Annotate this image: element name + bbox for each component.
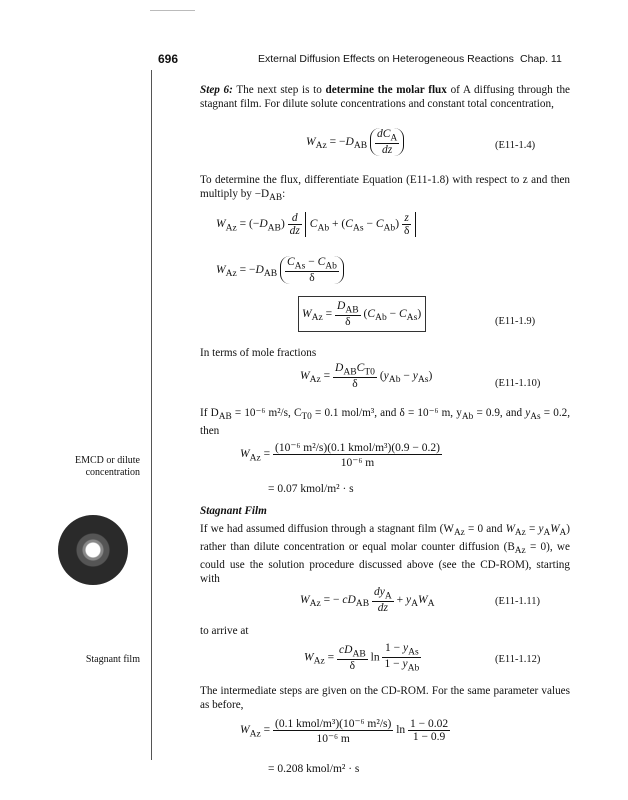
equation-calc-2: $W_{Az}$ = $\frac{\text{(0.1 kmol/m³)(10⁻⁶ m²/s)}}{\text{10⁻⁶ m}}$ ln $\frac{1 - 0.02}{1 - 0.9}$ <box>240 718 449 745</box>
step6-label: Step 6: <box>200 84 233 96</box>
step6-paragraph <box>200 83 570 111</box>
equation-calc-1: $W_{Az}$ = $\frac{\text{(10⁻⁶ m²/s)(0.1 kmol/m³)(0.9 − 0.2)}}{\text{10⁻⁶ m}}$ <box>240 442 440 469</box>
calc2-denominator: 10⁻⁶ m <box>316 733 350 745</box>
stagnant-text-1: If we had assumed diffusion through a stagnant film (W <box>200 523 454 535</box>
step6-rest: of A diffusing through the stagnant film. For dilute solute concentrations and constant total concentration, <box>200 84 571 110</box>
margin-note-emcd <box>40 455 140 479</box>
if-text-5: = 0.2, then <box>200 407 571 438</box>
equation-e11-1-12: $W_{Az}$ = $\frac{cD_{AB}}{\delta}$ ln $\frac{1 - y_{As}}{1 - y_{Ab}}$ <box>304 642 420 674</box>
para2-end: : <box>282 188 286 200</box>
ln-numerator: 1 − 0.02 <box>410 718 449 730</box>
stagnant-film-paragraph: If we had assumed diffusion through a stagnant film ($W_{Az} = 0$ and $W_{Az} = y_AW_A$) rather than dilute concentration or equal molar counter diffusion $(B_{Az} = 0)$, we could use the solution procedure discussed above (see the CD-ROM), starting with <box>200 523 571 586</box>
equation-e11-1-9: $W_{Az}$ = $\frac{D_{AB}}{\delta}$ $(C_{Ab} - C_{As})$ <box>302 300 422 329</box>
equation-number: (E11-1.12) <box>495 654 541 665</box>
equation-number: (E11-1.9) <box>495 316 536 327</box>
calc2-numerator: (0.1 kmol/m³)(10⁻⁶ m²/s) <box>275 718 392 730</box>
running-header: External Diffusion Effects on Heterogeneous Reactions <box>258 53 514 65</box>
equation-gradient: $W_{Az} = -D_{AB}$ $\frac{C_{As} - C_{Ab}}{\delta}$ <box>216 256 344 284</box>
given-values-paragraph: If $D_{AB} = 10^{-6}$ m²/s, $C_{T0} = 0.1$ mol/m³, and δ = 10⁻⁶ m, $y_{Ab} = 0.9$, and $y_{As} = 0.2$, then <box>200 407 571 438</box>
step6-intro: The next step is to <box>236 84 322 96</box>
para2-text: To determine the flux, differentiate Equation (E11-1.8) with respect to z and then multiply by −D <box>200 174 570 200</box>
equation-number: (E11-1.10) <box>495 378 541 389</box>
if-text-2: = 10⁻⁶ m²/s, C <box>231 407 302 419</box>
equation-e11-1-11: $W_{Az}$ = − $cD_{AB}$ $\frac{dy_A}{dz}$ + $y_AW_A$ <box>300 586 435 615</box>
stagnant-film-heading: Stagnant Film <box>200 505 267 517</box>
differentiate-paragraph <box>200 173 570 205</box>
intermediate-paragraph: The intermediate steps are given on the CD-ROM. For the same parameter values as before, <box>200 685 570 711</box>
para2-sub: AB <box>269 193 283 204</box>
if-text-3: = 0.1 mol/m³, and δ = 10⁻⁶ m, y <box>311 407 462 419</box>
equation-derivative: $W_{Az} = (-D_{AB})$ $\frac{d}{dz}$ $C_{Ab} + (C_{As} - C_{Ab})$ $\frac{z}{\delta}$ <box>216 212 416 237</box>
if-text-1: If D <box>200 407 219 419</box>
page-number: 696 <box>158 52 179 66</box>
margin-note-emcd-line2: concentration <box>85 467 140 478</box>
equation-number: (E11-1.4) <box>495 140 536 151</box>
equation-number: (E11-1.11) <box>495 596 540 607</box>
margin-note-stagnant: Stagnant film <box>85 654 140 665</box>
arrive-text: to arrive at <box>200 625 249 637</box>
cd-rom-icon <box>58 515 128 585</box>
chapter-label: Chap. 11 <box>520 53 562 65</box>
stagnant-text-2: rather than dilute concentration or equal molar counter diffusion (B <box>200 541 515 554</box>
mole-fraction-text: In terms of mole fractions <box>200 347 317 359</box>
result-2: = 0.208 kmol/m² · s <box>268 763 360 775</box>
calc1-numerator: (10⁻⁶ m²/s)(0.1 kmol/m³)(0.9 − 0.2) <box>275 442 440 454</box>
ln-denominator: 1 − 0.9 <box>412 731 446 743</box>
result-1: = 0.07 kmol/m² · s <box>268 483 354 495</box>
stagnant-text-3: = 0), we could use the solution procedure discussed above (see the CD-ROM), starting with <box>200 541 570 586</box>
if-text-4: = 0.9, and <box>473 407 523 419</box>
equation-e11-1-4: $W_{Az} = -D_{AB}$ $\frac{dC_A}{dz}$ <box>306 128 404 156</box>
equation-e11-1-10: $W_{Az}$ = $\frac{D_{AB}C_{T0}}{\delta}$ $(y_{Ab} - y_{As})$ <box>300 362 433 391</box>
top-rule <box>150 10 195 11</box>
margin-rule <box>151 70 152 760</box>
calc1-denominator: 10⁻⁶ m <box>340 457 375 469</box>
margin-note-emcd-line1: EMCD or dilute <box>75 455 140 466</box>
step6-emphasis: determine the molar flux <box>325 84 447 96</box>
